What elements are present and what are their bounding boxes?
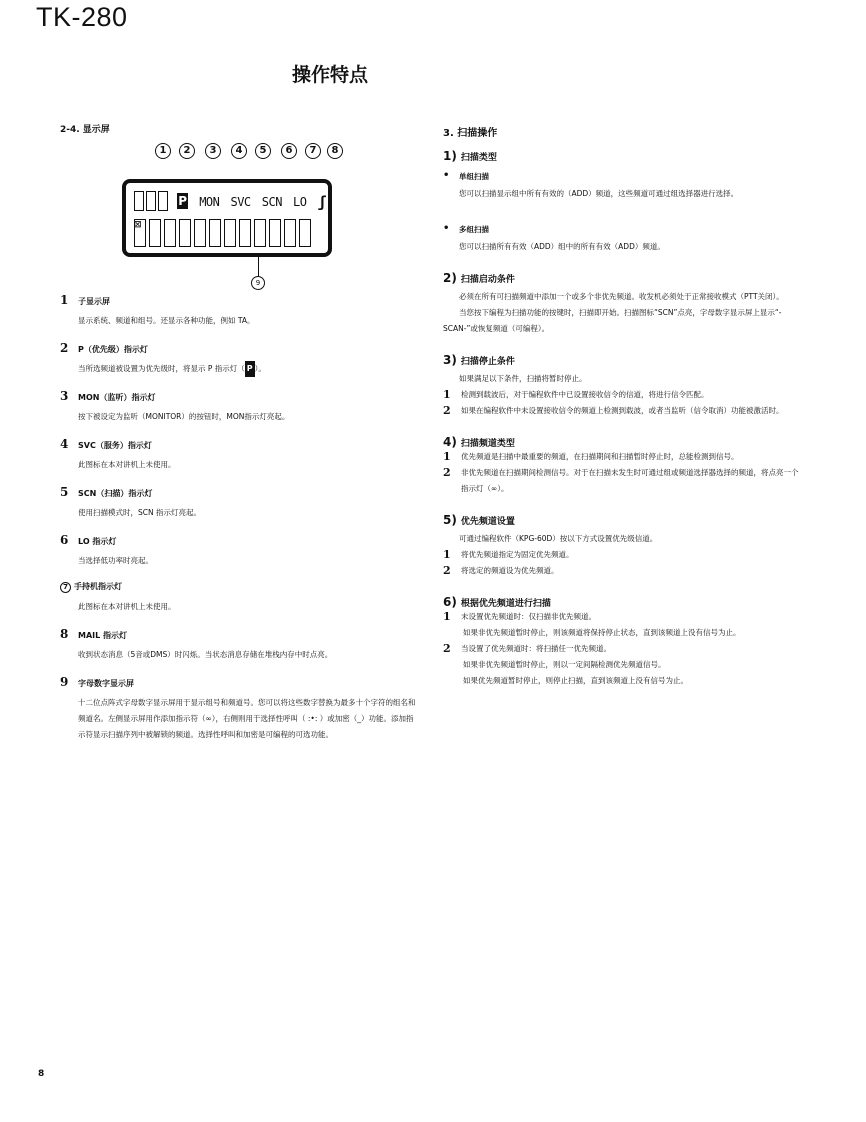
callout-2: 2 — [179, 143, 195, 159]
paragraph: 如果非优先频道暂时停止，则以一定间隔检测优先频道信号。 — [463, 660, 666, 669]
mon-indicator: MON — [199, 195, 220, 209]
svc-indicator: SVC — [230, 195, 251, 209]
list-number: 2 — [443, 642, 451, 655]
lcd-diagram — [90, 143, 390, 293]
sub-number: 5) — [443, 513, 457, 527]
paragraph: 必须在所有可扫描频道中添加一个或多个非优先频道。收发机必须处于正常接收模式（PTT关闭）。 — [459, 292, 784, 301]
sub-title: 扫描停止条件 — [460, 357, 515, 367]
sub-number: 1) — [443, 149, 457, 163]
segment — [224, 219, 236, 247]
item-body: 按下被设定为监听（MONITOR）的按钮时，MON指示灯亮起。 — [78, 412, 290, 421]
item-3 — [60, 389, 420, 425]
lcd-sub-display — [134, 191, 334, 231]
scan-start-conditions — [443, 271, 803, 337]
lcd-alphanumeric-display — [134, 219, 334, 247]
bullet-title: 多组扫描 — [459, 225, 489, 234]
bullet-body: 您可以扫描显示组中所有有效的（ADD）频道，这些频道可通过组选择器进行选择。 — [459, 189, 739, 198]
segment — [164, 219, 176, 247]
paragraph: 当您按下编程为扫描功能的按键时，扫描即开始。扫描图标“SCN”点亮，字母数字显示屏上显示“-SCAN-”或恢复频道（可编程）。 — [443, 308, 782, 333]
page-title: 操作特点 — [291, 64, 368, 86]
item-body: 收到状态消息（5音或DMS）时闪烁。当状态消息存储在堆栈内存中时点亮。 — [78, 650, 333, 659]
segment — [254, 219, 266, 247]
item-number: 2 — [60, 341, 69, 355]
scan-types — [443, 149, 803, 255]
segment — [209, 219, 221, 247]
sub-title: 扫描启动条件 — [460, 275, 515, 285]
priority-indicator: P — [178, 194, 187, 208]
mail-icon: ⊠ — [134, 217, 141, 231]
item-number: 4 — [60, 437, 69, 451]
segment — [284, 219, 296, 247]
callout-row — [105, 143, 339, 165]
callout-5: 5 — [255, 143, 271, 159]
sub-title: 扫描类型 — [460, 153, 497, 163]
item-number: 9 — [60, 675, 69, 689]
list-text: 优先频道是扫描中最重要的频道，在扫描期间和扫描暂时停止时，总能检测到信号。 — [461, 452, 739, 461]
item-title: 手持机指示灯 — [74, 582, 122, 591]
item-title: 字母数字显示屏 — [78, 679, 134, 688]
segment — [269, 219, 281, 247]
bullet-icon: • — [443, 223, 450, 234]
segment — [134, 219, 146, 247]
model-name: TK-280 — [36, 2, 128, 32]
section-label: 2-4. 显示屏 — [60, 125, 110, 135]
sub-title: 根据优先频道进行扫描 — [460, 599, 551, 609]
item-body: 显示系统、频道和组号。还显示各种功能，例如 TA。 — [78, 316, 255, 325]
segment — [149, 219, 161, 247]
priority-scan — [443, 595, 803, 689]
paragraph: 可通过编程软件（KPG-60D）按以下方式设置优先级信道。 — [459, 534, 658, 543]
callout-7: 7 — [305, 143, 321, 159]
bullet-icon: • — [443, 170, 450, 181]
scn-indicator: SCN — [261, 195, 282, 209]
callout-9-leader — [258, 257, 259, 277]
list-item — [443, 403, 803, 419]
scan-section — [443, 124, 803, 689]
callout-6: 6 — [281, 143, 297, 159]
item-body-text: ）。 — [254, 364, 266, 373]
item-number: 7 — [60, 582, 71, 593]
segment — [239, 219, 251, 247]
list-number: 1 — [443, 548, 451, 561]
bullet-body: 您可以扫描所有有效（ADD）组中的所有有效（ADD）频道。 — [459, 242, 665, 251]
item-body — [60, 361, 420, 377]
scan-stop-conditions — [443, 353, 803, 419]
item-number: 1 — [60, 293, 69, 307]
callout-3: 3 — [205, 143, 221, 159]
list-item — [443, 547, 803, 563]
item-body: 此图标在本对讲机上未使用。 — [78, 460, 176, 469]
list-text: 非优先频道在扫描期间检测信号。对于在扫描未发生时可通过组或频道选择器选择的频道，将点亮一个指示灯（∞）。 — [461, 468, 799, 493]
section-heading: 3. 扫描操作 — [443, 128, 498, 139]
callout-8: 8 — [327, 143, 343, 159]
item-5 — [60, 485, 420, 521]
sub-title: 优先频道设置 — [460, 517, 515, 527]
page-number: 8 — [38, 1069, 45, 1079]
list-text: 将优先频道指定为固定优先频道。 — [461, 550, 574, 559]
list-number: 2 — [443, 564, 451, 577]
sub-number: 4) — [443, 435, 457, 449]
item-8 — [60, 627, 420, 663]
item-title: 子显示屏 — [78, 297, 110, 306]
item-1 — [60, 293, 420, 329]
list-item — [443, 609, 803, 625]
item-title: LO 指示灯 — [78, 537, 117, 546]
item-6 — [60, 533, 420, 569]
callout-9: 9 — [251, 276, 265, 290]
lcd-panel — [122, 179, 332, 257]
display-section — [60, 122, 420, 743]
sub-number: 6) — [443, 595, 457, 609]
item-title: SCN（扫描）指示灯 — [78, 489, 153, 498]
item-title: SVC（服务）指示灯 — [78, 441, 152, 450]
segment — [146, 191, 156, 211]
list-item — [443, 465, 803, 497]
item-title: MAIL 指示灯 — [78, 631, 128, 640]
list-text: 检测到载波后，对于编程软件中已设置接收信令的信道，将进行信令匹配。 — [461, 390, 709, 399]
priority-channel-settings — [443, 513, 803, 579]
handset-icon: ʃ — [317, 193, 327, 211]
item-9 — [60, 675, 420, 743]
item-body-text: 当所选频道被设置为优先级时，将显示 P 指示灯（ — [78, 364, 245, 373]
segment — [134, 191, 144, 211]
callout-1: 1 — [155, 143, 171, 159]
list-text: 当设置了优先频道时：将扫描任一优先频道。 — [461, 644, 611, 653]
segment — [299, 219, 311, 247]
list-number: 1 — [443, 610, 451, 623]
segment — [158, 191, 168, 211]
callout-4: 4 — [231, 143, 247, 159]
list-text: 如果在编程软件中未设置接收信令的频道上检测到载波，或者当监听（信令取消）功能被激活时。 — [461, 406, 784, 415]
paragraph: 如果优先频道暂时停止，则停止扫描，直到该频道上没有信号为止。 — [463, 676, 688, 685]
list-item — [443, 449, 803, 465]
list-text: 未设置优先频道时：仅扫描非优先频道。 — [461, 612, 596, 621]
sub-number: 2) — [443, 271, 457, 285]
paragraph: 如果满足以下条件，扫描将暂时停止。 — [459, 374, 587, 383]
sub-number: 3) — [443, 353, 457, 367]
sub-title: 扫描频道类型 — [460, 439, 515, 449]
item-2 — [60, 341, 420, 377]
priority-icon: P — [245, 361, 255, 377]
list-item — [443, 563, 803, 579]
list-number: 1 — [443, 450, 451, 463]
item-7 — [60, 581, 420, 615]
item-number: 8 — [60, 627, 69, 641]
segment — [179, 219, 191, 247]
item-number: 6 — [60, 533, 69, 547]
list-text: 将选定的频道设为优先频道。 — [461, 566, 559, 575]
item-title: MON（监听）指示灯 — [78, 393, 156, 402]
item-title: P（优先级）指示灯 — [78, 345, 148, 354]
bullet-title: 单组扫描 — [459, 172, 489, 181]
item-number: 5 — [60, 485, 69, 499]
paragraph: 如果非优先频道暂时停止，则该频道将保持停止状态，直到该频道上没有信号为止。 — [463, 628, 741, 637]
list-number: 2 — [443, 466, 451, 479]
item-body: 使用扫描模式时，SCN 指示灯亮起。 — [78, 508, 201, 517]
list-item — [443, 387, 803, 403]
list-item — [443, 641, 803, 657]
list-number: 2 — [443, 404, 451, 417]
item-body: 十二位点阵式字母数字显示屏用于显示组号和频道号。您可以将这些数字替换为最多十个字符的组名和频道名。左侧显示屏用作添加指示符（∞），右侧则用于选择性呼叫（ :•: ）或加密（_）功能。添加指示符显示扫描序列中被解锁的频道。选择性呼叫和加密是可编程的可选功能。 — [78, 698, 416, 739]
scan-channel-types — [443, 435, 803, 497]
item-body: 当选择低功率时亮起。 — [78, 556, 153, 565]
item-number: 3 — [60, 389, 69, 403]
segment — [194, 219, 206, 247]
lo-indicator: LO — [293, 195, 307, 209]
list-number: 1 — [443, 388, 451, 401]
item-body: 此图标在本对讲机上未使用。 — [78, 602, 176, 611]
item-4 — [60, 437, 420, 473]
